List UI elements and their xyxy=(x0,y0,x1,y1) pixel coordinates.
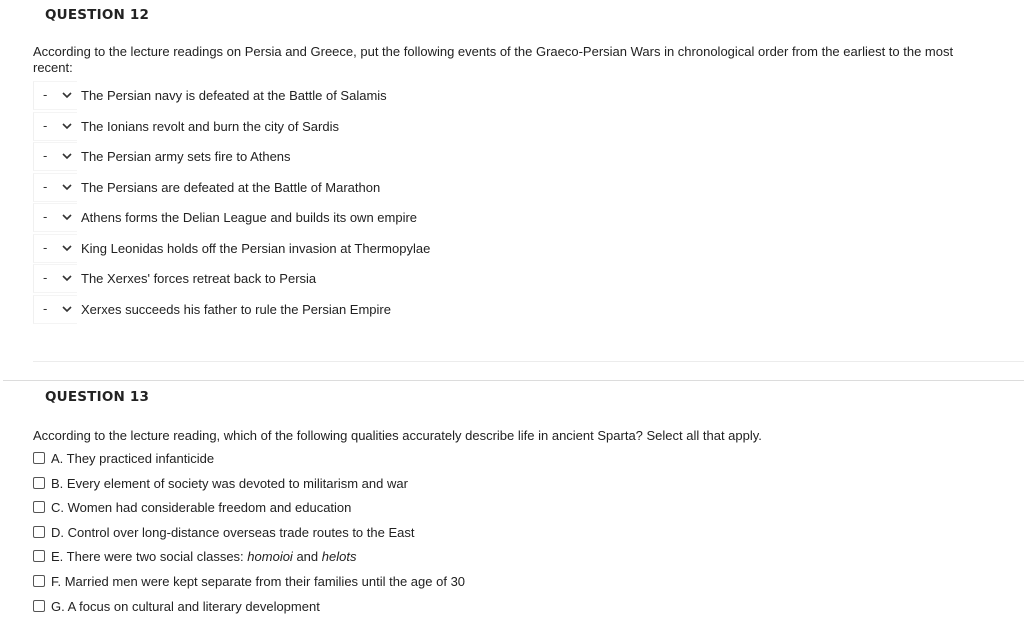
term-helots: helots xyxy=(321,548,357,564)
option-a[interactable] xyxy=(33,448,214,468)
question-12-prompt: According to the lecture readings on Persia and Greece, put the following events of the Graeco-Persian Wars in chronological order from the earliest to the most recent: xyxy=(33,44,954,75)
question-13-prompt: According to the lecture reading, which of the following qualities accurately describe life in ancient Sparta? Select all that apply. xyxy=(33,428,762,443)
order-select-value: - xyxy=(43,301,48,316)
order-select[interactable] xyxy=(33,81,77,110)
question-13-title: QUESTION 13 xyxy=(45,389,150,405)
order-select-value: - xyxy=(43,148,48,163)
chevron-down-icon xyxy=(62,91,72,99)
option-c[interactable] xyxy=(33,497,351,517)
order-item xyxy=(33,80,387,111)
option-g[interactable] xyxy=(33,596,320,616)
order-select-value: - xyxy=(43,118,48,133)
order-select-value: - xyxy=(43,270,48,285)
chevron-down-icon xyxy=(62,152,72,160)
option-label-and: and xyxy=(292,548,322,564)
order-item xyxy=(33,294,391,325)
order-item-text: The Ionians revolt and burn the city of Sardis xyxy=(81,119,339,134)
checkbox[interactable] xyxy=(33,526,45,538)
order-select[interactable] xyxy=(33,112,77,141)
order-select[interactable] xyxy=(33,142,77,171)
chevron-down-icon xyxy=(62,244,72,252)
option-label: G. A focus on cultural and literary development xyxy=(51,598,320,614)
order-select[interactable] xyxy=(33,264,77,293)
order-item-text: The Persian navy is defeated at the Battle of Salamis xyxy=(81,88,387,103)
order-item xyxy=(33,172,380,203)
option-label: C. Women had considerable freedom and education xyxy=(51,499,352,515)
chevron-down-icon xyxy=(62,305,72,313)
chevron-down-icon xyxy=(62,122,72,130)
order-item-text: King Leonidas holds off the Persian invasion at Thermopylae xyxy=(81,241,431,256)
order-item-text: Xerxes succeeds his father to rule the Persian Empire xyxy=(81,302,391,317)
ordering-list xyxy=(33,80,1024,362)
order-select[interactable] xyxy=(33,173,77,202)
question-12-title: QUESTION 12 xyxy=(45,7,150,23)
order-item xyxy=(33,141,291,172)
order-select-value: - xyxy=(43,209,48,224)
option-label xyxy=(51,549,356,564)
option-b[interactable] xyxy=(33,473,408,493)
option-d[interactable] xyxy=(33,522,414,542)
option-label: B. Every element of society was devoted to militarism and war xyxy=(51,475,408,491)
order-select-value: - xyxy=(43,179,48,194)
order-select[interactable] xyxy=(33,295,77,324)
checkbox[interactable] xyxy=(33,550,45,562)
option-label: D. Control over long-distance overseas trade routes to the East xyxy=(51,524,415,540)
order-select-value: - xyxy=(43,240,48,255)
checkbox[interactable] xyxy=(33,501,45,513)
order-select[interactable] xyxy=(33,203,77,232)
option-label-prefix: E. There were two social classes: xyxy=(51,548,248,564)
option-label: F. Married men were kept separate from their families until the age of 30 xyxy=(51,573,466,589)
checkbox[interactable] xyxy=(33,477,45,489)
chevron-down-icon xyxy=(62,274,72,282)
chevron-down-icon xyxy=(62,213,72,221)
order-item-text: The Persians are defeated at the Battle of Marathon xyxy=(81,180,381,195)
checkbox[interactable] xyxy=(33,600,45,612)
order-select-value: - xyxy=(43,87,48,102)
question-divider xyxy=(3,380,1024,381)
order-item-text: The Xerxes' forces retreat back to Persia xyxy=(81,271,317,286)
term-homoioi: homoioi xyxy=(247,548,293,564)
option-f[interactable] xyxy=(33,571,465,591)
checkbox[interactable] xyxy=(33,575,45,587)
order-item-text: The Persian army sets fire to Athens xyxy=(81,149,291,164)
checkbox[interactable] xyxy=(33,452,45,464)
order-select[interactable] xyxy=(33,234,77,263)
order-item xyxy=(33,202,417,233)
option-e[interactable] xyxy=(33,546,356,566)
option-label: A. They practiced infanticide xyxy=(51,450,215,466)
order-item xyxy=(33,263,316,294)
order-item xyxy=(33,111,339,142)
order-item xyxy=(33,233,430,264)
chevron-down-icon xyxy=(62,183,72,191)
order-item-text: Athens forms the Delian League and builds its own empire xyxy=(81,210,418,225)
